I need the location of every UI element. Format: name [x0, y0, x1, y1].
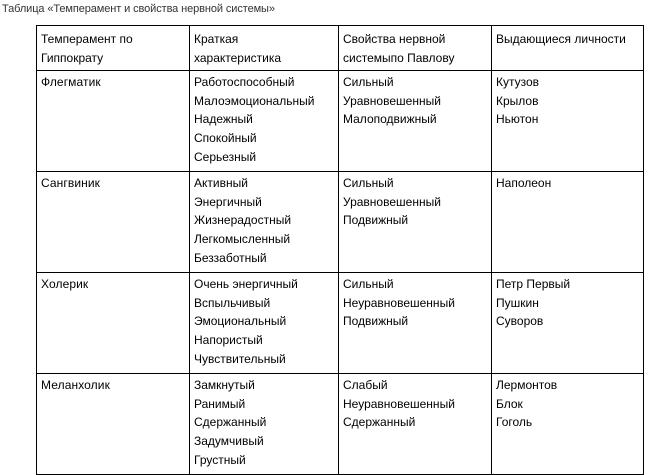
temperament-cell: [37, 374, 190, 475]
header-text: Краткая: [194, 32, 239, 46]
trait-item: Сдержанный: [194, 415, 267, 430]
people-cell: [492, 273, 644, 374]
table-row: [37, 71, 644, 172]
property-item: Неуравновешенный: [343, 295, 455, 310]
header-text: Выдающиеся личности: [496, 32, 626, 46]
trait-item: Очень энергичный: [194, 277, 298, 292]
temperament-cell: [37, 273, 190, 374]
trait-item: Жизнерадостный: [194, 213, 292, 228]
trait-item: Легкомысленный: [194, 231, 291, 246]
temperament-cell: [37, 172, 190, 273]
property-item: Сильный: [343, 75, 394, 90]
trait-item: Малоэмоциональный: [194, 93, 315, 108]
person-item: Блок: [496, 396, 523, 411]
property-item: Слабый: [343, 378, 388, 393]
traits-cell: [190, 273, 339, 374]
header-notable-people: [492, 26, 644, 71]
table-caption: Таблица «Темперамент и свойства нервной системы»: [2, 3, 275, 15]
property-item: Уравновешенный: [343, 194, 441, 209]
header-row: [37, 26, 644, 71]
table-row: [37, 172, 644, 273]
temperament-name: Флегматик: [41, 75, 101, 90]
temperament-name: Меланхолик: [41, 378, 110, 393]
table-row: [37, 374, 644, 475]
person-item: Петр Первый: [496, 277, 571, 292]
trait-item: Надежный: [194, 112, 253, 127]
person-item: Кутузов: [496, 75, 540, 90]
trait-item: Спокойный: [194, 130, 257, 145]
people-cell: [492, 71, 644, 172]
person-item: Крылов: [496, 93, 539, 108]
trait-item: Активный: [194, 176, 248, 191]
trait-item: Чувствительный: [194, 351, 286, 366]
header-nervous-properties: [339, 26, 492, 71]
header-text: Свойства нервной: [343, 32, 446, 46]
header-text: системыпо Павлову: [343, 50, 455, 65]
trait-item: Замкнутый: [194, 378, 255, 393]
property-item: Неуравновешенный: [343, 396, 455, 411]
header-text: характеристика: [194, 50, 282, 65]
people-cell: [492, 172, 644, 273]
property-item: Подвижный: [343, 213, 409, 228]
person-item: Гоголь: [496, 415, 533, 430]
header-text: Гиппократу: [41, 50, 104, 65]
person-item: Пушкин: [496, 295, 539, 310]
table-row: [37, 273, 644, 374]
trait-item: Грустный: [194, 452, 246, 467]
people-cell: [492, 374, 644, 475]
property-item: Подвижный: [343, 314, 409, 329]
temperament-name: Сангвиник: [41, 176, 101, 191]
property-item: Малоподвижный: [343, 112, 437, 127]
temperament-table: [36, 25, 644, 475]
properties-cell: [339, 172, 492, 273]
trait-item: Серьезный: [194, 149, 257, 164]
properties-cell: [339, 374, 492, 475]
header-text: Темперамент по: [41, 32, 133, 46]
trait-item: Работоспособный: [194, 75, 295, 90]
trait-item: Ранимый: [194, 396, 246, 411]
header-characteristics: [190, 26, 339, 71]
properties-cell: [339, 273, 492, 374]
trait-item: Вспыльчивый: [194, 295, 271, 310]
trait-item: Эмоциональный: [194, 314, 287, 329]
property-item: Сильный: [343, 176, 394, 191]
person-item: Суворов: [496, 314, 544, 329]
trait-item: Напористый: [194, 332, 263, 347]
temperament-name: Холерик: [41, 277, 89, 292]
properties-cell: [339, 71, 492, 172]
temperament-cell: [37, 71, 190, 172]
trait-item: Задумчивый: [194, 433, 264, 448]
property-item: Уравновешенный: [343, 93, 441, 108]
person-item: Ньютон: [496, 112, 539, 127]
person-item: Лермонтов: [496, 378, 558, 393]
property-item: Сильный: [343, 277, 394, 292]
traits-cell: [190, 172, 339, 273]
property-item: Сдержанный: [343, 415, 416, 430]
trait-item: Энергичный: [194, 194, 262, 209]
person-item: Наполеон: [496, 176, 552, 191]
trait-item: Беззаботный: [194, 250, 267, 265]
header-temperament: [37, 26, 190, 71]
traits-cell: [190, 71, 339, 172]
traits-cell: [190, 374, 339, 475]
